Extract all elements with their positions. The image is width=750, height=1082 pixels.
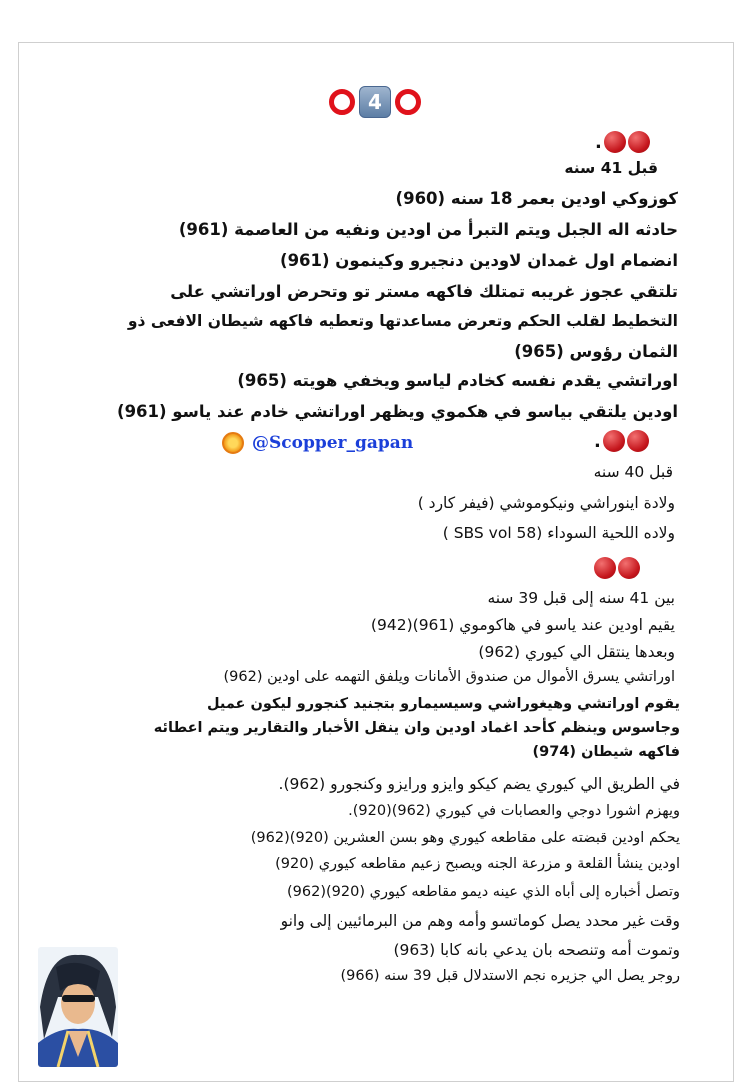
text-line: وجاسوس وينظم كأحد اغماد اودين وان ينقل الأخبار والتقارير ويتم اعطائه: [153, 720, 680, 736]
text-line: التخطيط لقلب الحكم وتعرض مساعدتها وتعطيه فاكهه شيطان الافعى ذو: [127, 312, 678, 330]
red-circle-icon: [329, 89, 355, 115]
red-circle-icon: [395, 89, 421, 115]
character-avatar: [38, 947, 118, 1067]
text-line: فاكهه شيطان (974): [532, 744, 680, 760]
text-line: ويهزم اشورا دوجي والعصابات في كيوري (962)(920).: [348, 803, 680, 819]
handle-text: @Scopper_gapan: [252, 433, 414, 453]
section-marker: [592, 430, 649, 452]
text-line: اوراتشي يسرق الأموال من صندوق الأمانات ويلفق التهمه على اودين (962): [223, 669, 675, 685]
keycap-number-icon: 4: [359, 86, 391, 118]
text-line: روجر يصل الي جزيره نجم الاستدلال قبل 39 سنه (966): [340, 968, 680, 984]
text-line: يحكم اودين قبضته على مقاطعه كيوري وهو بسن العشرين (920)(962): [250, 830, 680, 846]
text-line: ولادة اينوراشي ونيكوموشي (فيفر كارد ): [417, 494, 675, 512]
text-line: اودين يلتقي بياسو في هكموي ويظهر اوراتشي خادم عند ياسو (961): [117, 402, 678, 421]
section-marker: [593, 131, 650, 153]
section-title: قبل 40 سنه: [593, 463, 673, 481]
text-line: تلتقي عجوز غريبه تمتلك فاكهه مستر تو وتحرض اوراتشي على: [170, 282, 678, 301]
text-line: الثمان رؤوس (965): [514, 342, 678, 361]
text-line: وقت غير محدد يصل كوماتسو وأمه وهم من البرمائيين إلى وانو: [280, 912, 680, 930]
text-line: يقيم اودين عند ياسو في هاكوموي (961)(942): [370, 616, 675, 634]
text-line: انضمام اول غمدان لاودين دنجيرو وكينمون (961): [280, 251, 678, 270]
red-dot-icon: [628, 131, 650, 153]
text-line: في الطريق الي كيوري يضم كيكو وايزو ورايزو وكنجورو (962).: [278, 775, 680, 793]
section-title: قبل 41 سنه: [564, 159, 658, 177]
text-line: كوزوكي اودين بعمر 18 سنه (960): [395, 189, 678, 208]
header-emoji-row: [0, 86, 750, 118]
text-line: يقوم اوراتشي وهيغوراشي وسيسيمارو بتجنيد كنجورو ليكون عميل: [206, 696, 680, 712]
text-line: حادثه اله الجبل ويتم التبرأ من اودين ونفيه من العاصمة (961): [178, 220, 678, 239]
red-dot-icon: [603, 430, 625, 452]
red-dot-icon: [627, 430, 649, 452]
text-line: اودين ينشأ القلعة و مزرعة الجنه ويصبح زعيم مقاطعه كيوري (920): [275, 856, 680, 872]
text-line: وتصل أخباره إلى أباه الذي عينه ديمو مقاطعه كيوري (920)(962): [286, 884, 680, 900]
red-dot-icon: [618, 557, 640, 579]
period-mark: .: [595, 131, 602, 153]
text-line: ولاده اللحية السوداء (SBS vol 58 ): [442, 524, 675, 542]
text-line: اوراتشي يقدم نفسه كخادم لياسو ويخفي هويته (965): [237, 371, 678, 390]
red-dot-icon: [594, 557, 616, 579]
section-title: بين 41 سنه إلى قبل 39 سنه: [487, 589, 675, 607]
author-handle: [222, 432, 413, 454]
section-marker: [594, 557, 640, 579]
text-line: وبعدها ينتقل الي كيوري (962): [478, 643, 675, 661]
sun-emoji-icon: [222, 432, 244, 454]
period-mark: .: [594, 430, 601, 452]
text-line: وتموت أمه وتنصحه بان يدعي بانه كابا (963): [393, 941, 680, 959]
red-dot-icon: [604, 131, 626, 153]
